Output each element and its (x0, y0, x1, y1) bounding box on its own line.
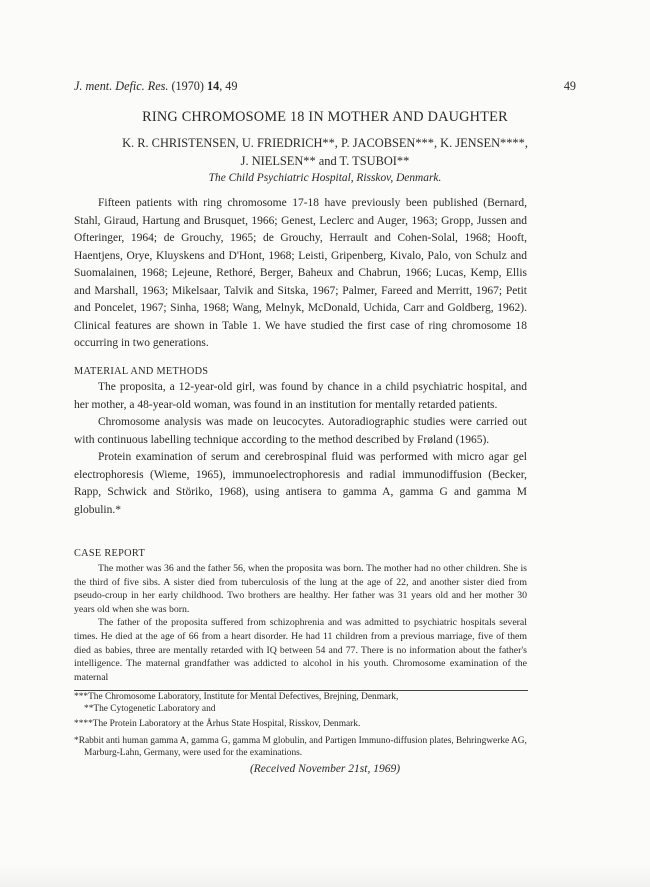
footnotes (74, 691, 534, 759)
methods-body (74, 379, 527, 519)
methods-heading: MATERIAL AND METHODS (74, 366, 209, 377)
author-line-1: K. R. CHRISTENSEN, U. FRIEDRICH**, P. JACOBSEN***, K. JENSEN****, (122, 136, 528, 150)
footnote-1: ***The Chromosome Laboratory, Institute for Mental Defectives, Brejning, Denmark, (74, 692, 399, 702)
journal-volume: 14 (207, 79, 220, 93)
case-report-body (74, 562, 527, 684)
case-report-paragraph-2: The father of the proposita suffered from schizophrenia and was admitted to psychiatric hospitals several times. He died at the age of 66 from a heart disorder. He had 11 children from a previous marriage, five of them died as babies, three are mentally retarded with IQ between 54 and 77. There is no information about the father's intelligence. The maternal grandfather was addicted to alcohol in his youth. Chromosome examination of the maternal (74, 617, 527, 683)
methods-section (74, 366, 527, 377)
footnote-2: **The Cytogenetic Laboratory and (84, 704, 216, 715)
case-report-heading: CASE REPORT (74, 548, 146, 559)
page-number: 49 (563, 79, 576, 93)
journal-citation (74, 79, 237, 94)
author-line-2: J. NIELSEN** and T. TSUBOI** (240, 154, 410, 168)
footnote-4: *Rabbit anti human gamma A, gamma G, gamma M globulin, and Partigen Immuno-diffusion plates, Behringwerke AG, Marburg-Lahn, Germany, were used for the examinations. (74, 735, 527, 758)
journal-year: (1970) (171, 79, 204, 93)
affiliation: The Child Psychiatric Hospital, Risskov, Denmark. (208, 172, 442, 184)
methods-paragraph-3: Protein examination of serum and cerebrospinal fluid was performed with micro agar gel electrophoresis (Wieme, 1965), immunoelectrophoresis and radial immunodiffusion (Becker, Rapp, Schwick and Störiko, 1968), using antisera to gamma A, gamma G and gamma M globulin.* (74, 451, 527, 516)
methods-paragraph-2: Chromosome analysis was made on leucocytes. Autoradiographic studies were carried out with continuous labelling technique according to the method described by Frøland (1965). (74, 416, 527, 446)
case-report-section (74, 548, 527, 559)
footnote-3: ****The Protein Laboratory at the Århus State Hospital, Risskov, Denmark. (74, 719, 361, 730)
journal-first-page: , 49 (219, 79, 238, 93)
running-header (74, 79, 576, 95)
introduction (74, 195, 527, 353)
article-title: RING CHROMOSOME 18 IN MOTHER AND DAUGHTER (142, 109, 508, 125)
received-date: (Received November 21st, 1969) (249, 763, 401, 775)
journal-name: J. ment. Defic. Res. (74, 79, 169, 93)
methods-paragraph-1: The proposita, a 12-year-old girl, was found by chance in a child psychiatric hospital, and her mother, a 48-year-old woman, was found in an institution for mentally retarded patients. (74, 381, 527, 411)
case-report-paragraph-1: The mother was 36 and the father 56, when the proposita was born. The mother had no other children. She is the third of five sibs. A sister died from tuberculosis of the lung at the age of 22, and another sister died from pseudo-croup in her early childhood. Two brothers are healthy. Her father was 31 years old and her mother 30 years old when she was born. (74, 563, 527, 615)
author-list (60, 134, 590, 170)
intro-paragraph: Fifteen patients with ring chromosome 17-18 have previously been published (Bernard, Stahl, Giraud, Hartung and Brusquet, 1966; Genest, Leclerc and Auger, 1963; Gropp, Jussen and Ofteringer, 1964; de Grouchy, 1965; de Grouchy, Herrault and Cohen-Solal, 1968; Hooft, Haentjens, Orye, Kluyskens and D'Hont, 1968; Leisti, Gripenberg, Kivalo, Palo, von Schulz and Suomalainen, 1968; Lejeune, Rethoré, Berger, Baheux and Chabrun, 1966; Lucas, Kemp, Ellis and Marshall, 1963; Mikelsaar, Talvik and Sitska, 1967; Palmer, Fareed and Merritt, 1967; Petit and Poncelet, 1967; Sinha, 1968; Wang, Melnyk, McDonald, Uchida, Carr and Goldberg, 1962). Clinical features are shown in Table 1. We have studied the first case of ring chromosome 18 occurring in two generations. (74, 197, 527, 349)
